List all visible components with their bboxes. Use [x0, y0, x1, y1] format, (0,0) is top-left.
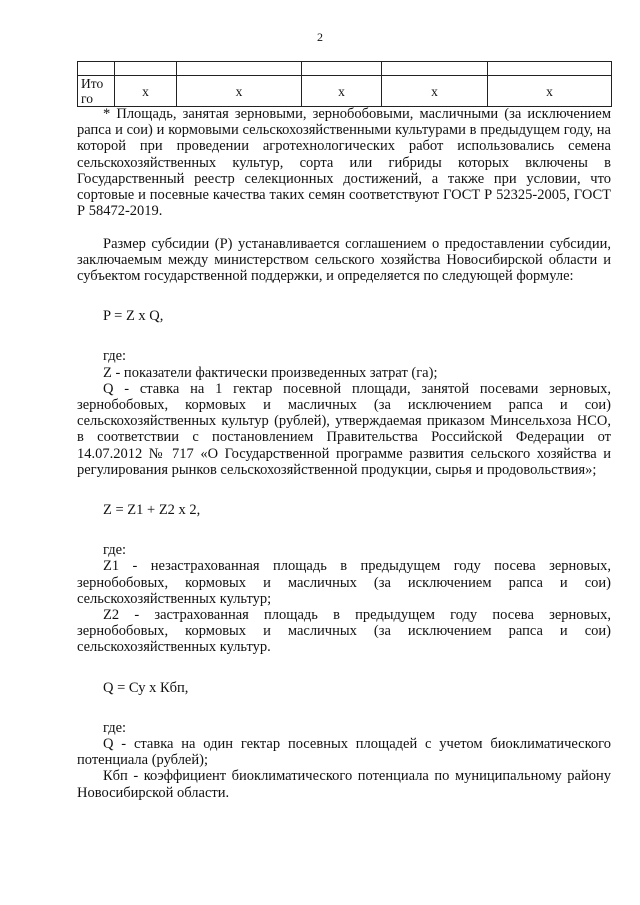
table-cell: х	[488, 76, 612, 107]
document-body	[77, 106, 611, 801]
kbp-definition: Кбп - коэффициент биоклиматического потенциала по муниципальному району Новосибирской области.	[77, 768, 611, 801]
table-cell: х	[115, 76, 177, 107]
formula-q: Q = Су х Кбп,	[103, 679, 189, 696]
formula-z: Z = Z1 + Z2 х 2,	[103, 502, 201, 519]
z1-definition: Z1 - незастрахованная площадь в предыдущем году посева зерновых, зернобобовых, кормовых и масличных (за исключением рапса и сои) сельскохозяйственных культур;	[77, 558, 611, 607]
table-row	[78, 62, 612, 76]
table-cell: х	[382, 76, 488, 107]
where-label: где:	[103, 542, 127, 559]
q-definition: Q - ставка на 1 гектар посевной площади, занятой посевами зерновых, зернобобовых, кормовых и масличных (за исключением рапса и сои) сельскохозяйственных культур (рублей), утверждаемая приказом Минсельхоза НСО, в соответствии с постановлением Правительства Российской Федерации от 14.07.2012 № 717 «О Государственной программе развития сельского хозяйства и регулирования рынков сельскохозяйственной продукции, сырья и продовольствия»;	[77, 380, 611, 478]
where-label: где:	[103, 719, 127, 736]
table-row-total	[78, 76, 612, 107]
footnote: * Площадь, занятая зерновыми, зернобобовыми, масличными (за исключением рапса и сои) и кормовыми сельскохозяйственными культурами в предыдущем году, на которой при проведении агротехнологических работ использовались семена сельскохозяйственных культур, сорта или гибриды которых включены в Государственный реестр селекционных достижений, а также при условии, что сортовые и посевные качества таких семян соответствуют ГОСТ Р 52325-2005, ГОСТ Р 58472-2019.	[77, 106, 611, 220]
table-cell: х	[177, 76, 302, 107]
page-number: 2	[317, 30, 323, 44]
z-definition: Z - показатели фактически произведенных затрат (га);	[103, 364, 438, 381]
total-label-cell: Ито го	[78, 76, 115, 107]
formula-p: P = Z х Q,	[103, 308, 164, 325]
table-cell: х	[302, 76, 382, 107]
q2-definition: Q - ставка на один гектар посевных площадей с учетом биоклиматического потенциала (рублей);	[77, 736, 611, 769]
where-label: где:	[103, 348, 127, 365]
summary-table	[77, 61, 612, 107]
subsidy-intro-paragraph: Размер субсидии (Р) устанавливается соглашением о предоставлении субсидии, заключаемым между министерством сельского хозяйства Новосибирской области и субъектом государственной поддержки, и определяется по следующей формуле:	[77, 235, 611, 285]
z2-definition: Z2 - застрахованная площадь в предыдущем году посева зерновых, зернобобовых, кормовых и масличных (за исключением рапса и сои) сельскохозяйственных культур.	[77, 607, 611, 656]
